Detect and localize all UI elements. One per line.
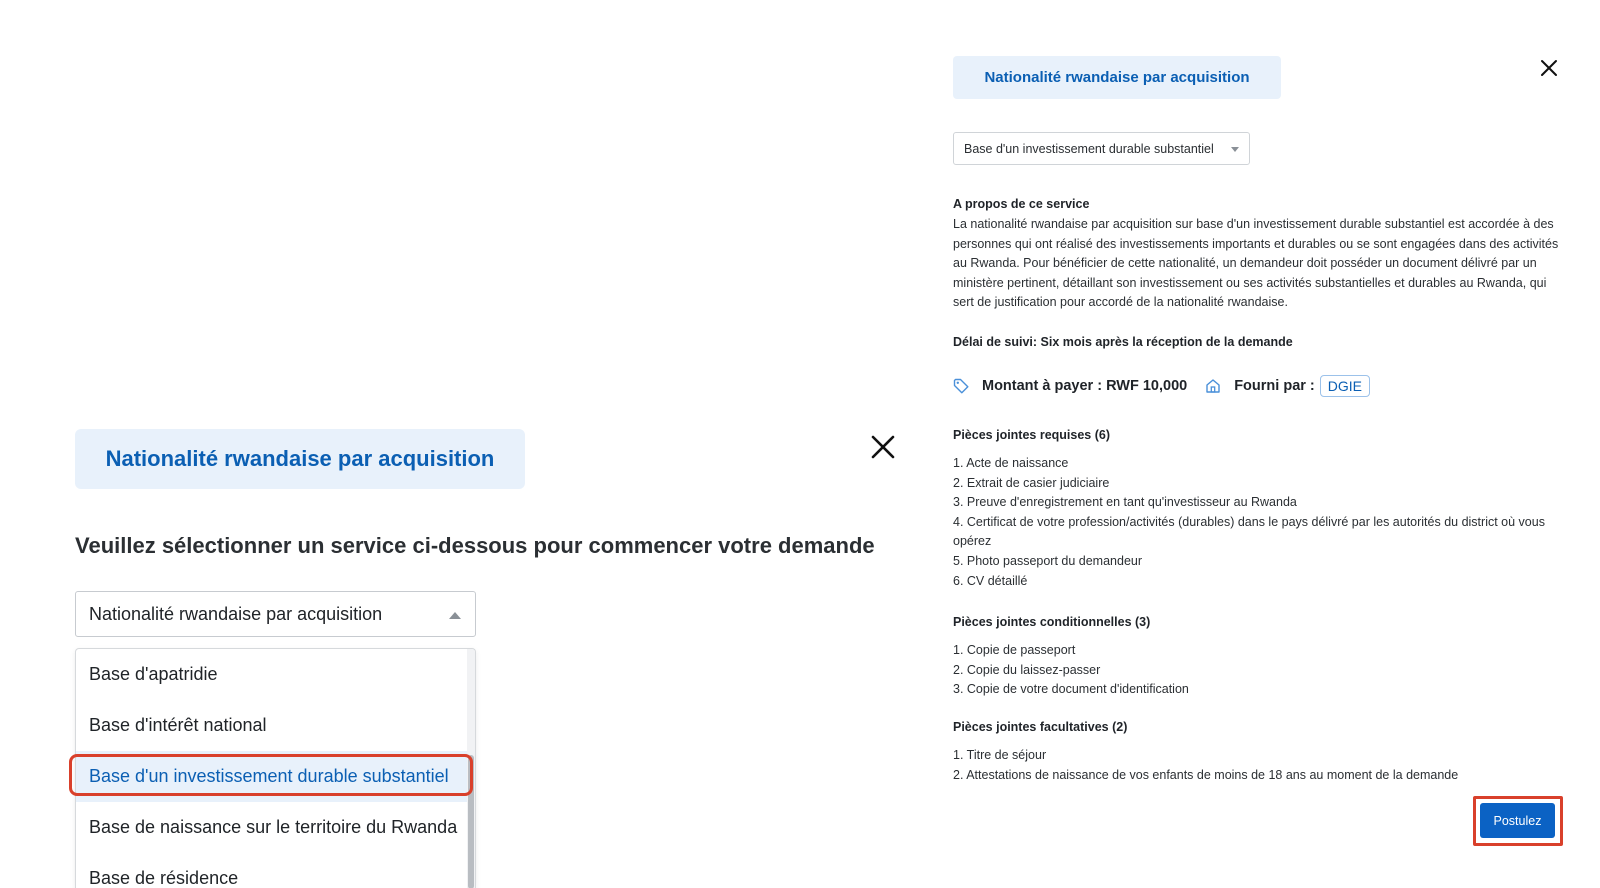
conditional-attachments-list	[953, 641, 1563, 700]
building-icon	[1205, 378, 1221, 394]
about-text: La nationalité rwandaise par acquisition sur base d'un investissement durable substantiel est accordée à des personnes qui ont réalisé des investissements importants et durables ou se sont engagées dans des activités au Rwanda. Pour bénéficier de cette nationalité, un demandeur doit posséder un document délivré par un ministère pertinent, détaillant son investissement ou ses activités substantielles et durables au Rwanda, qui sert de justification pour accordé de la nationalité rwandaise.	[953, 217, 1559, 310]
list-item: 5. Photo passeport du demandeur	[953, 553, 1143, 568]
option-label: Base d'apatridie	[89, 664, 218, 684]
conditional-attachments-title: Pièces jointes conditionnelles (3)	[953, 615, 1151, 629]
list-item: 2. Extrait de casier judiciaire	[953, 475, 1110, 490]
option-label: Base d'intérêt national	[89, 715, 267, 735]
list-item: 1. Titre de séjour	[953, 748, 1047, 762]
required-attachments-title: Pièces jointes requises (6)	[953, 428, 1111, 442]
option-residence[interactable]	[76, 853, 469, 888]
close-icon[interactable]	[869, 433, 897, 461]
provider-badge[interactable]: DGIE	[1320, 375, 1370, 397]
list-item: 3. Copie de votre document d'identification	[953, 682, 1189, 697]
required-attachments-list	[953, 454, 1563, 591]
option-naissance-rwanda[interactable]	[76, 802, 469, 853]
sub-service-select[interactable]	[953, 132, 1250, 165]
list-item: 4. Certificat de votre profession/activités (durables) dans le pays délivré par les autorités du district où vous opérez	[953, 514, 1545, 549]
right-service-title: Nationalité rwandaise par acquisition	[984, 69, 1250, 86]
right-service-title-box	[953, 56, 1281, 99]
close-icon[interactable]	[1539, 58, 1559, 78]
list-item: 2. Copie du laissez-passer	[953, 662, 1101, 677]
list-item: 1. Copie de passeport	[953, 643, 1076, 657]
option-interet-national[interactable]	[76, 700, 469, 751]
option-label: Base d'un investissement durable substantiel	[89, 766, 449, 786]
select-service-heading: Veuillez sélectionner un service ci-dessous pour commencer votre demande	[75, 533, 875, 558]
processing-delay: Délai de suivi: Six mois après la réception de la demande	[953, 335, 1293, 349]
left-service-title-box	[75, 429, 525, 489]
service-select[interactable]	[75, 591, 476, 637]
service-select-value: Nationalité rwandaise par acquisition	[89, 603, 383, 624]
fee-amount: Montant à payer : RWF 10,000	[982, 378, 1188, 394]
option-label: Base de naissance sur le territoire du Rwanda	[89, 817, 458, 837]
apply-button[interactable]: Postulez	[1480, 803, 1555, 838]
service-options-list[interactable]	[75, 648, 476, 888]
optional-attachments-list	[953, 746, 1563, 785]
scrollbar-thumb[interactable]	[468, 755, 474, 888]
chevron-down-icon	[1231, 147, 1239, 152]
option-label: Base de résidence	[89, 868, 239, 888]
dropdown-scrollbar[interactable]	[467, 649, 475, 888]
optional-attachments-title: Pièces jointes facultatives (2)	[953, 720, 1128, 734]
list-item: 3. Preuve d'enregistrement en tant qu'investisseur au Rwanda	[953, 495, 1297, 510]
about-title: A propos de ce service	[953, 197, 1090, 211]
list-item: 2. Attestations de naissance de vos enfants de moins de 18 ans au moment de la demande	[953, 767, 1459, 782]
fee-provider-row	[953, 374, 1370, 398]
provider-label: Fourni par :	[1234, 378, 1315, 394]
option-investissement-durable[interactable]	[76, 751, 469, 802]
left-service-title: Nationalité rwandaise par acquisition	[105, 446, 495, 471]
list-item: 6. CV détaillé	[953, 573, 1028, 588]
sub-service-select-value: Base d'un investissement durable substantiel	[964, 141, 1214, 156]
option-apatridie[interactable]	[76, 649, 469, 700]
list-item: 1. Acte de naissance	[953, 456, 1069, 470]
chevron-up-icon	[449, 612, 461, 619]
tag-icon	[953, 378, 969, 394]
